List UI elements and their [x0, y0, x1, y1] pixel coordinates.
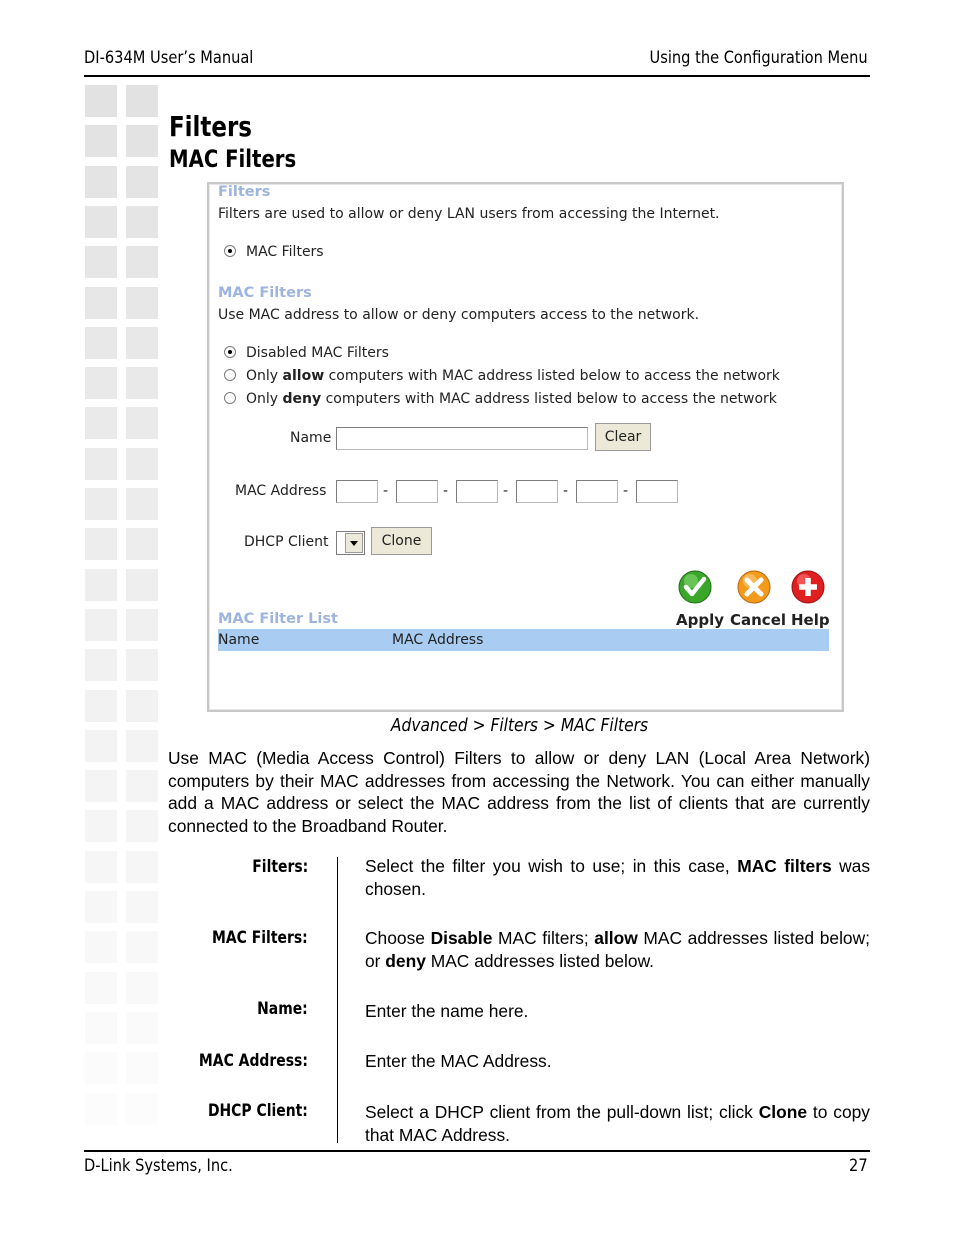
mac-filters-radio[interactable]: [224, 245, 236, 257]
mac-filters-description: Use MAC address to allow or deny computers access to the network.: [218, 307, 700, 323]
clone-button[interactable]: Clone: [371, 527, 432, 555]
term-dhcp-client: DHCP Client:: [208, 1101, 308, 1121]
manual-title: DI-634M User’s Manual: [84, 48, 254, 68]
decorative-square: [85, 1012, 117, 1044]
deny-mac-radio[interactable]: [224, 392, 236, 404]
disabled-mac-filters-label: Disabled MAC Filters: [246, 345, 389, 361]
decorative-square: [126, 125, 158, 157]
definition-name: Enter the name here.: [365, 1001, 529, 1021]
mac-octet-input[interactable]: [516, 480, 558, 503]
chevron-down-icon: [345, 533, 363, 553]
decorative-square: [126, 851, 158, 883]
mac-address-label: MAC Address: [235, 483, 327, 499]
column-mac-address: MAC Address: [392, 632, 484, 648]
decorative-square: [85, 166, 117, 198]
decorative-square: [126, 367, 158, 399]
mac-filter-list-heading: MAC Filter List: [218, 611, 338, 627]
header-rule: [84, 75, 870, 77]
decorative-square: [126, 649, 158, 681]
figure-caption: Advanced > Filters > MAC Filters: [390, 715, 649, 736]
term-mac-filters: MAC Filters:: [212, 928, 308, 948]
disabled-mac-filters-radio[interactable]: [224, 346, 236, 358]
dhcp-client-label: DHCP Client: [244, 534, 329, 550]
decorative-square: [85, 407, 117, 439]
decorative-square: [85, 448, 117, 480]
decorative-square: [85, 931, 117, 963]
decorative-square: [126, 488, 158, 520]
mac-filter-list-header: [218, 629, 829, 651]
decorative-square: [85, 649, 117, 681]
router-screenshot: [207, 182, 844, 712]
footer-rule: [84, 1150, 870, 1152]
decorative-square: [126, 931, 158, 963]
decorative-square: [85, 1052, 117, 1084]
decorative-square: [126, 448, 158, 480]
allow-mac-label: Only allow computers with MAC address listed below to access the network: [246, 368, 780, 384]
decorative-square: [126, 770, 158, 802]
definition-dhcp-client: Select a DHCP client from the pull-down list; click Clone to copy that MAC Address.: [365, 1102, 870, 1145]
decorative-square: [85, 488, 117, 520]
decorative-square: [85, 972, 117, 1004]
decorative-square: [126, 246, 158, 278]
mac-separator: -: [623, 483, 629, 499]
page-number: 27: [849, 1156, 868, 1176]
name-label: Name: [290, 430, 332, 446]
mac-octet-input[interactable]: [456, 480, 498, 503]
decorative-square: [126, 569, 158, 601]
definition-mac-address: Enter the MAC Address.: [365, 1051, 552, 1071]
decorative-square: [85, 810, 117, 842]
filters-heading: Filters: [218, 184, 271, 200]
decorative-square: [126, 972, 158, 1004]
clear-button[interactable]: Clear: [595, 423, 651, 451]
deny-mac-label: Only deny computers with MAC address listed below to access the network: [246, 391, 777, 407]
definition-mac-filters: Choose Disable MAC filters; allow MAC addresses listed below; or deny MAC addresses listed below.: [365, 928, 870, 971]
mac-octet-input[interactable]: [336, 480, 378, 503]
decorative-square: [85, 569, 117, 601]
decorative-square: [126, 1012, 158, 1044]
decorative-square: [126, 85, 158, 117]
mac-separator: -: [563, 483, 569, 499]
apply-label[interactable]: Apply: [676, 611, 725, 629]
decorative-square: [126, 1093, 158, 1125]
mac-separator: -: [503, 483, 509, 499]
decorative-square: [85, 1093, 117, 1125]
cancel-x-icon[interactable]: [737, 570, 771, 604]
decorative-square: [85, 528, 117, 560]
dhcp-client-select[interactable]: [336, 531, 365, 555]
decorative-square: [85, 85, 117, 117]
decorative-square: [126, 528, 158, 560]
decorative-square: [85, 851, 117, 883]
intro-paragraph: Use MAC (Media Access Control) Filters to allow or deny LAN (Local Area Network) computers by their MAC addresses from accessing the Network. You can either manually add a MAC address or select the MAC address from the list of clients that are currently connected to the Broadband Router.: [168, 748, 870, 836]
decorative-square: [85, 891, 117, 923]
mac-separator: -: [383, 483, 389, 499]
decorative-square: [85, 367, 117, 399]
decorative-square: [85, 125, 117, 157]
decorative-square: [126, 287, 158, 319]
page-subtitle: MAC Filters: [169, 145, 297, 173]
apply-check-icon[interactable]: [678, 570, 712, 604]
filters-description: Filters are used to allow or deny LAN users from accessing the Internet.: [218, 206, 720, 222]
page-title: Filters: [169, 110, 252, 143]
term-name: Name:: [257, 999, 308, 1019]
name-input[interactable]: [336, 427, 588, 450]
mac-filters-heading: MAC Filters: [218, 285, 312, 301]
definition-divider: [337, 857, 338, 1143]
allow-mac-radio[interactable]: [224, 369, 236, 381]
decorative-square: [126, 810, 158, 842]
column-name: Name: [218, 632, 260, 648]
chapter-title: Using the Configuration Menu: [649, 48, 868, 68]
mac-separator: -: [443, 483, 449, 499]
mac-octet-input[interactable]: [636, 480, 678, 503]
decorative-square: [85, 287, 117, 319]
decorative-square: [85, 246, 117, 278]
term-mac-address: MAC Address:: [199, 1051, 308, 1071]
mac-octet-input[interactable]: [396, 480, 438, 503]
cancel-label[interactable]: Cancel: [730, 611, 787, 629]
decorative-square: [126, 891, 158, 923]
mac-filters-option-label: MAC Filters: [246, 244, 324, 260]
decorative-square: [126, 1052, 158, 1084]
decorative-square: [126, 609, 158, 641]
help-plus-icon[interactable]: [791, 570, 825, 604]
decorative-square: [85, 206, 117, 238]
definition-filters: Select the filter you wish to use; in this case, MAC filters was chosen.: [365, 856, 871, 899]
decorative-square: [85, 770, 117, 802]
decorative-square: [126, 327, 158, 359]
help-label[interactable]: Help: [791, 611, 830, 629]
decorative-square: [126, 206, 158, 238]
decorative-squares: [85, 85, 159, 1147]
company-name: D-Link Systems, Inc.: [84, 1156, 233, 1176]
mac-octet-input[interactable]: [576, 480, 618, 503]
decorative-square: [126, 407, 158, 439]
decorative-square: [126, 166, 158, 198]
term-filters: Filters:: [252, 857, 308, 877]
decorative-square: [85, 609, 117, 641]
decorative-square: [85, 327, 117, 359]
